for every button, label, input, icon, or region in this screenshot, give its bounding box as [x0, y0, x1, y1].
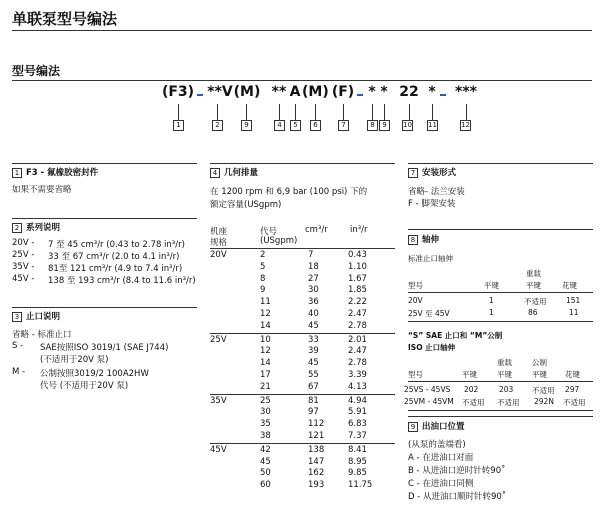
code-cell: 25 [260, 395, 271, 406]
code-part: *** [455, 84, 477, 100]
in3-cell: 2.47 [348, 309, 367, 319]
in3-cell: 8.41 [348, 444, 367, 455]
code-cell: 42 [260, 444, 271, 455]
s8-cell: 不适用 [524, 297, 547, 306]
s8-cell: 11 [569, 308, 579, 317]
code-part: (F) [331, 84, 355, 100]
code-cell: 12 [260, 309, 271, 319]
s4-desc: 在 1200 rpm 和 6,9 bar (100 psi) 下的 [210, 187, 368, 197]
s8-cell2: 292N [534, 397, 554, 406]
in3-cell: 4.13 [348, 381, 367, 392]
col-header-code: 代号 [260, 227, 278, 237]
section-1-header: 1 F3 - 氟橡胶密封件 [12, 166, 98, 178]
in3-cell: 2.01 [348, 334, 367, 345]
cm3-cell: 33 [308, 334, 319, 345]
code-part: * [380, 84, 388, 100]
s9-line: (从泵的盖端看) [408, 440, 466, 450]
s8-h2: 型号 [408, 370, 423, 379]
page-title: 单联泵型号编法 [12, 10, 118, 28]
s3-line: 省略 - 标准止口 [12, 330, 72, 340]
in3-cell: 1.85 [348, 285, 367, 296]
section-7-header: 7 安装形式 [408, 166, 456, 178]
s8-h-key: 平键 [484, 281, 499, 290]
s8-cell: 1 [489, 308, 494, 317]
s8-h2: 重载 [497, 358, 512, 367]
in3-cell: 0.43 [348, 250, 367, 260]
s3-line: 公制按照3019/2 100A2HW [40, 369, 149, 379]
section-8-header: 8 轴伸 [408, 233, 439, 245]
cm3-cell: 7 [308, 250, 314, 260]
code-part: * [428, 84, 436, 100]
code-cell: 12 [260, 346, 271, 357]
in3-cell: 4.94 [348, 395, 367, 406]
code-part: **V [207, 84, 233, 100]
code-cell: 17 [260, 370, 271, 380]
code-part: A [289, 84, 301, 100]
cm3-cell: 36 [308, 297, 319, 308]
s8-note: ISO 止口轴伸 [408, 343, 456, 352]
s8-std: 标准止口轴伸 [408, 254, 453, 263]
cm3-cell: 18 [308, 261, 319, 272]
s8-h2: 花键 [565, 370, 580, 379]
col-header-cm3: cm³/r [305, 225, 328, 235]
code-cell: 45 [260, 456, 271, 467]
code-dash [440, 94, 446, 96]
s3-code: S - [12, 341, 24, 351]
s4-desc: 额定容量(USgpm) [210, 200, 282, 210]
cm3-cell: 162 [308, 468, 325, 479]
cm3-cell: 121 [308, 431, 325, 441]
frame-size: 35V [210, 395, 227, 406]
s8-cell2: 不适用 [497, 398, 520, 407]
s8-note: “S” SAE 止口和 “M”公制 [408, 331, 503, 340]
col-header-code: (USgpm) [260, 236, 298, 246]
code-box: 5 [290, 120, 301, 131]
code-box: 11 [428, 121, 437, 129]
in3-cell: 2.22 [348, 297, 367, 308]
s8-cell: 25V 至 45V [408, 309, 450, 318]
in3-cell: 2.78 [348, 358, 367, 369]
s8-cell: 20V [408, 296, 423, 305]
subtitle-divider [12, 80, 592, 81]
s8-cell: 1 [489, 296, 494, 305]
code-cell: 21 [260, 381, 271, 392]
s2-range: 138 至 193 cm³/r (8.4 to 11.6 in³/r) [48, 276, 196, 286]
code-box: 8 [367, 120, 378, 131]
s8-cell2: 25VS - 45VS [404, 385, 451, 394]
code-box: 10 [403, 121, 412, 129]
cm3-cell: 27 [308, 273, 319, 284]
code-cell: 30 [260, 407, 271, 418]
col-header-in3: in³/r [350, 225, 368, 235]
cm3-cell: 193 [308, 480, 325, 491]
s7-line: F - 脚架安装 [408, 199, 456, 209]
section-9-header: 9 出油口位置 [408, 420, 465, 432]
cm3-cell: 45 [308, 320, 319, 331]
s8-h-heavy: 重载 [526, 269, 541, 278]
s9-line: D - 从进油口顺时针转90˚ [408, 492, 507, 502]
s2-model: 20V - [12, 238, 35, 248]
code-cell: 35 [260, 419, 271, 430]
frame-size: 20V [210, 250, 227, 260]
section-subtitle: 型号编法 [12, 64, 61, 78]
cm3-cell: 30 [308, 285, 319, 296]
code-cell: 38 [260, 431, 271, 441]
s8-cell: 151 [566, 296, 581, 305]
code-dash [357, 94, 363, 96]
s2-range: 33 至 67 cm³/r (2.0 to 4.1 in³/r) [48, 252, 180, 262]
s9-line: C - 在进油口同侧 [408, 479, 474, 489]
in3-cell: 9.85 [348, 468, 367, 479]
s2-range: 81至 121 cm³/r (4.9 to 7.4 in³/r) [48, 264, 183, 274]
s8-cell2: 202 [464, 385, 479, 394]
title-divider [12, 30, 592, 31]
cm3-cell: 147 [308, 456, 325, 467]
in3-cell: 5.91 [348, 407, 367, 418]
in3-cell: 6.83 [348, 419, 367, 430]
code-part: (M) [233, 84, 261, 100]
s3-line: 代号 (不适用于20V 泵) [40, 381, 129, 391]
code-dash [197, 94, 203, 96]
code-box: 6 [310, 120, 321, 131]
code-part: 22 [399, 84, 419, 100]
code-part: (F3) [161, 84, 195, 100]
s8-h2: 公制 [532, 358, 547, 367]
code-part: * [368, 84, 376, 100]
section-3-header: 3 止口说明 [12, 310, 60, 322]
in3-cell: 2.47 [348, 346, 367, 357]
s8-h-model: 型号 [408, 281, 423, 290]
s2-model: 45V - [12, 274, 35, 284]
code-box: 9 [241, 120, 252, 131]
s8-h-spline: 花键 [562, 281, 577, 290]
frame-size: 45V [210, 444, 227, 455]
s9-line: B - 从进油口逆时针转90˚ [408, 466, 506, 476]
cm3-cell: 40 [308, 309, 319, 319]
code-cell: 5 [260, 261, 266, 272]
col-header-frame: 规格 [210, 238, 228, 248]
s2-range: 7 至 45 cm³/r (0.43 to 2.78 in³/r) [48, 240, 185, 250]
s8-cell2: 25VM - 45VM [404, 397, 454, 406]
cm3-cell: 67 [308, 381, 319, 392]
code-cell: 14 [260, 320, 271, 331]
s8-h2: 平键 [497, 370, 512, 379]
code-box: 7 [338, 120, 349, 131]
s1-note: 如果不需要省略 [12, 185, 72, 195]
in3-cell: 8.95 [348, 456, 367, 467]
code-cell: 60 [260, 480, 271, 491]
code-cell: 8 [260, 273, 266, 284]
s8-cell2: 不适用 [532, 386, 555, 395]
frame-size: 25V [210, 334, 227, 345]
in3-cell: 7.37 [348, 431, 367, 441]
in3-cell: 11.75 [348, 480, 373, 491]
code-part: (M) [302, 84, 329, 100]
code-box: 2 [212, 120, 223, 131]
s8-cell: 86 [528, 308, 538, 317]
code-cell: 10 [260, 334, 271, 345]
code-part: ** [271, 84, 287, 100]
cm3-cell: 45 [308, 358, 319, 369]
in3-cell: 1.10 [348, 261, 367, 272]
col-header-frame: 机座 [210, 227, 228, 237]
code-box: 1 [173, 120, 184, 131]
s8-h2: 平键 [532, 370, 547, 379]
cm3-cell: 112 [308, 419, 325, 430]
cm3-cell: 138 [308, 444, 325, 455]
s8-h-heavy: 平键 [526, 281, 541, 290]
s8-cell2: 不适用 [462, 398, 485, 407]
s3-line: SAE按照ISO 3019/1 (SAE J744) [40, 343, 169, 353]
section-4-header: 4 几何排量 [210, 166, 258, 178]
cm3-cell: 55 [308, 370, 319, 380]
s8-cell2: 203 [499, 385, 514, 394]
cm3-cell: 81 [308, 395, 319, 406]
in3-cell: 1.67 [348, 273, 367, 284]
s8-cell2: 297 [565, 385, 580, 394]
in3-cell: 3.39 [348, 370, 367, 380]
s9-line: A - 在进油口对面 [408, 453, 474, 463]
cm3-cell: 97 [308, 407, 319, 418]
s3-code: M - [12, 367, 26, 377]
s8-h2: 平键 [462, 370, 477, 379]
code-box: 4 [274, 120, 285, 131]
s2-model: 25V - [12, 250, 35, 260]
code-cell: 9 [260, 285, 266, 296]
code-cell: 11 [260, 297, 271, 308]
in3-cell: 2.78 [348, 320, 367, 331]
code-box: 9 [379, 120, 390, 131]
code-cell: 50 [260, 468, 271, 479]
s3-line: (不适用于20V 泵) [40, 355, 109, 365]
cm3-cell: 39 [308, 346, 319, 357]
s7-line: 省略- 法兰安装 [408, 187, 465, 197]
code-cell: 14 [260, 358, 271, 369]
section-2-header: 2 系列说明 [12, 221, 60, 233]
code-cell: 2 [260, 250, 266, 260]
s8-cell2: 不适用 [563, 398, 586, 407]
s2-model: 35V - [12, 262, 35, 272]
code-box: 12 [461, 121, 470, 129]
